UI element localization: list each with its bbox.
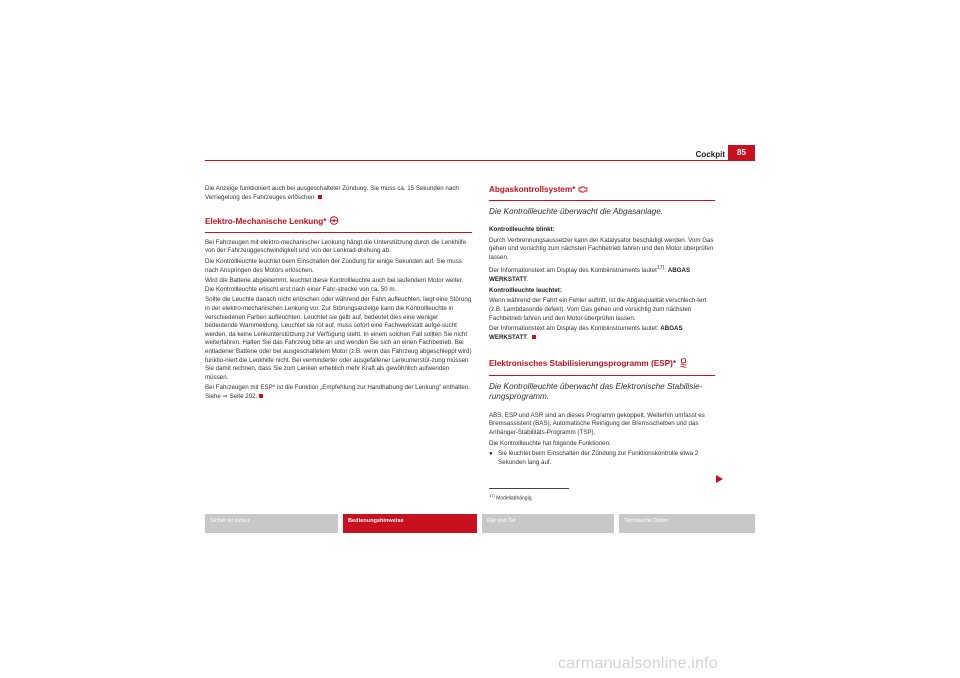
page-title: Cockpit	[695, 150, 725, 159]
steering-paragraph-2: Die Kontrollleuchte leuchtet beim Einschalten der Zündung für einige Sekunden auf. Sie muss nach Anspringen des Motors erlöschen.	[205, 257, 462, 274]
continue-arrow-icon[interactable]	[716, 475, 723, 483]
footer-tab-advice[interactable]: Rat und Tat	[482, 514, 614, 533]
end-marker	[318, 195, 322, 199]
end-marker	[532, 335, 536, 339]
page-number: 85	[728, 145, 755, 160]
info-text-2: Der Informationstext am Display des Kombiinstruments lautet: ABGAS WERKSTATT.	[489, 325, 683, 341]
header-rule	[205, 160, 755, 161]
emission-subtitle: Die Kontrollleuchte überwacht die Abgasanlage.	[489, 206, 664, 216]
left-column	[205, 185, 472, 403]
steering-paragraph-4: Sollte die Leuchte danach nicht erlöschen oder während der Fahrt aufleuchten, liegt eine Störung in der elektro-mechanischen Lenkung vor. Zur Störungsanzeige kann die Kontrollleuchte in verschiedenen Farben aufleuchten. Leuchtet sie gelb auf, bedeutet dies eine weniger bedeutende Warnmeldung. Leuchtet sie rot auf, muss sofort eine Fachwerkstatt aufge-sucht werden, da keine Lenkunterstützung zur Verfügung steht. In einem solchen Fall sollten Sie nicht weiterfahren. Halten Sie das Fahrzeug bitte an und wenden Sie sich an einen Fachbetrieb. Bei entladener Batterie oder bei ausgeschaltetem Motor (z.B. wenn das Fahrzeug abgeschleppt wird) funktio-niert die Lenkhilfe nicht. Bei verminderter oder ausgefallener Lenkunterstüt-zung müssen Sie damit rechnen, dass Sie zum Lenken erheblich mehr Kraft als gewöhnlich aufwenden müssen.	[205, 296, 472, 381]
svg-text:!: !	[333, 217, 336, 221]
esp-functions-intro: Die Kontrollleuchte hat folgende Funktionen:	[489, 439, 611, 447]
steering-paragraph-5: Bei Fahrzeugen mit ESP* ist die Funktion „Empfehlung zur Handhabung der Lenkung" enthalten. Siehe ⇒ Seite 202.	[205, 384, 470, 400]
esp-icon	[679, 358, 688, 371]
text-lit: Wenn während der Fahrt ein Fehler auftritt, ist die Abgasqualität verschlech-tert (z.B. Lambdasonde defekt). Vom Gas gehen und vorsichtig zum nächsten Fachbetrieb fahren und den Motor überprüfen lassen.	[489, 297, 707, 322]
section-heading-steering: Elektro-Mechanische Lenkung* !	[205, 216, 472, 233]
esp-paragraph: ABS, ESP und ASR sind an dieses Programm gekoppelt. Weiterhin umfasst es Bremsassistent (BAS), Automatische Reinigung der Bremsscheiben und das Anhänger-Stabilitäts-Programm (TSP).	[489, 411, 705, 437]
watermark: carmanualsonline.info	[558, 655, 718, 672]
list-item: ● Sie leuchtet beim Einschalten der Zündung zur Funktionskontrolle etwa 2 Sekunden lang auf.	[489, 450, 699, 466]
right-column	[489, 185, 715, 467]
section-heading-emission: Abgaskontrollsystem*	[489, 185, 715, 201]
intro-paragraph: Die Anzeige funktioniert auch bei ausgeschalteter Zündung. Sie muss ca. 15 Sekunden nach Verriegelung des Fahrzeuges erlöschen.	[205, 185, 459, 201]
esp-subtitle: Die Kontrollleuchte überwacht das Elektronische Stabilisie-rungsprogramm.	[489, 381, 703, 402]
label-lit: Kontrollleuchte leuchtet:	[489, 286, 562, 294]
footnote-rule	[489, 488, 569, 489]
footer-tab-technical[interactable]: Technische Daten	[619, 514, 755, 533]
text-blink: Durch Verbrennungsaussetzer kann der Katalysator beschädigt werden. Vom Gas gehen und vorsichtig zum nächsten Fachbetrieb fahren und den Motor überprüfen lassen.	[489, 236, 714, 261]
info-text-1: Der Informationstext am Display des Kombiinstruments lautet$^{17)}$: ABGAS WERKSTATT.	[489, 265, 691, 284]
end-marker	[259, 394, 263, 398]
bullet-icon: ●	[489, 450, 493, 458]
engine-check-icon	[578, 185, 589, 196]
footer-tab-safety[interactable]: Sicher ist sicher	[205, 514, 338, 533]
steering-paragraph-3: Wird die Batterie abgeklemmt, leuchtet diese Kontrollleuchte auch bei laufendem Motor weiter. Die Kontrollleuchte erlischt erst nach einer Fahr-strecke von ca. 50 m.	[205, 277, 464, 293]
steering-warning-icon	[329, 216, 339, 228]
footer-tab-operation[interactable]: Bedienungshinweise	[343, 514, 477, 533]
footnote: $^{17)}$ Modellabhängig.	[489, 493, 533, 502]
steering-paragraph-1: Bei Fahrzeugen mit elektro-mechanischer Lenkung hängt die Unterstützung durch die Lenkhilfe von der Fahrzeuggeschwindigkeit und von der Lenkrad-drehung ab.	[205, 238, 467, 255]
label-blink: Kontrollleuchte blinkt:	[489, 226, 555, 234]
section-heading-esp: Elektronisches Stabilisierungsprogramm (ESP)*	[489, 358, 715, 376]
